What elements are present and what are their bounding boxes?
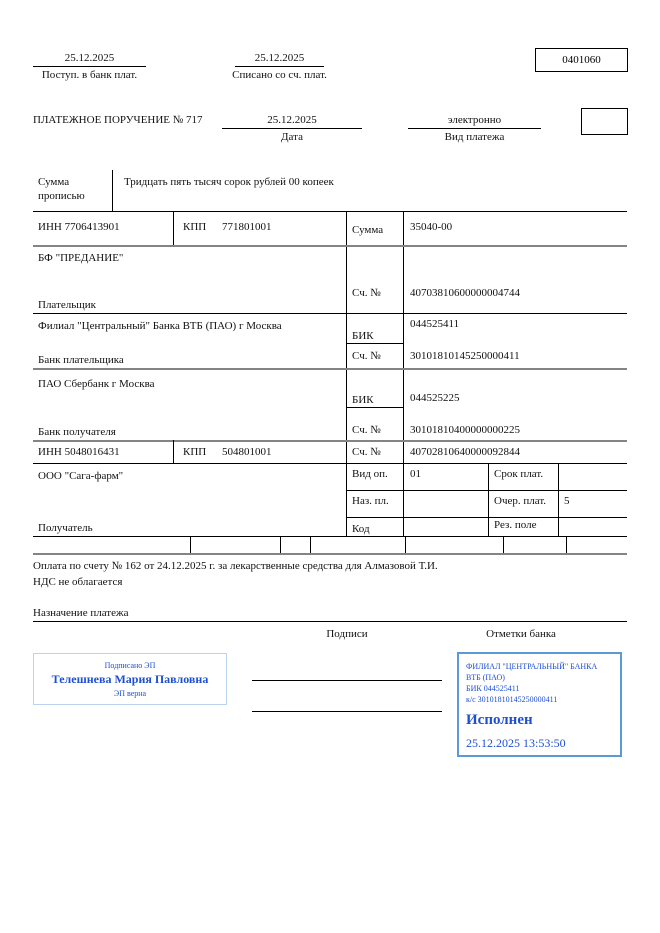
signature-line [252, 680, 442, 681]
grid-line [503, 536, 504, 553]
grid-line [488, 463, 489, 536]
grid-line [280, 536, 281, 553]
grid-line [33, 463, 627, 464]
grid-line [173, 440, 174, 463]
payer-account: 40703810600000004744 [410, 287, 520, 299]
grid-line [566, 536, 567, 553]
beneficiary-bank-account-label: Сч. № [352, 424, 381, 436]
form-code: 0401060 [562, 54, 601, 66]
grid-line [33, 368, 627, 370]
debited-date: 25.12.2025 [254, 52, 305, 64]
purpose-code-label: Наз. пл. [352, 495, 389, 507]
amount-words-label: Сумма [38, 176, 70, 188]
signature-stamp [33, 653, 227, 705]
beneficiary-bank-bik: 044525225 [410, 392, 460, 404]
bank-marks-label: Отметки банка [486, 628, 556, 640]
grid-line [558, 463, 559, 536]
grid-line [33, 621, 627, 622]
beneficiary-label: Получатель [38, 522, 93, 534]
bank-stamp-name-line2: ВТБ (ПАО) [466, 673, 505, 682]
sum-label: Сумма [352, 224, 384, 236]
payment-kind-label: Вид платежа [444, 131, 505, 143]
bank-stamp-bik: БИК 044525411 [466, 684, 520, 693]
doc-date: 25.12.2025 [267, 114, 317, 126]
purpose-line1: Оплата по счету № 162 от 24.12.2025 г. за лекарственные средства для Алмазовой Т.И. [33, 560, 438, 572]
signed-by-label: Подписано ЭП [104, 660, 156, 670]
payer-bank-name: Филиал "Центральный" Банка ВТБ (ПАО) г Москва [38, 320, 282, 332]
purpose-label: Назначение платежа [33, 607, 129, 619]
payer-label: Плательщик [38, 299, 96, 311]
grid-line [112, 170, 113, 211]
reserve-field-label: Рез. поле [494, 519, 537, 531]
grid-line [33, 66, 146, 67]
grid-line [190, 536, 191, 553]
purpose-line2: НДС не облагается [33, 576, 123, 588]
due-date-label: Срок плат. [494, 468, 544, 480]
beneficiary-bank-account: 30101810400000000225 [410, 424, 520, 436]
op-kind-label: Вид оп. [352, 468, 388, 480]
payer-bank-bik: 044525411 [410, 318, 460, 330]
bank-stamp-timestamp: 25.12.2025 13:53:50 [466, 736, 566, 750]
grid-line [346, 407, 403, 408]
beneficiary-account-label: Сч. № [352, 446, 381, 458]
grid-line [403, 211, 404, 536]
signatures-label: Подписи [326, 628, 368, 640]
beneficiary-name: ООО "Сага-фарм" [38, 470, 124, 482]
grid-line [33, 245, 627, 247]
grid-line [408, 128, 541, 129]
grid-line [346, 517, 627, 518]
op-kind-value: 01 [410, 468, 421, 480]
received-date: 25.12.2025 [64, 52, 115, 64]
payer-bank-account: 30101810145250000411 [410, 350, 520, 362]
status-box [581, 108, 628, 135]
grid-line [33, 440, 627, 442]
bank-stamp-name-line1: ФИЛИАЛ "ЦЕНТРАЛЬНЫЙ" БАНКА [466, 662, 598, 671]
payment-kind: электронно [447, 114, 502, 126]
code-label: Код [352, 523, 370, 535]
beneficiary-account: 40702810640000092844 [410, 446, 520, 458]
priority-value: 5 [564, 495, 570, 507]
beneficiary-inn: ИНН 5048016431 [38, 446, 120, 458]
beneficiary-kpp-label: КПП [183, 446, 207, 458]
sum-value: 35040-00 [410, 221, 453, 233]
grid-line [33, 313, 627, 314]
grid-line [346, 490, 627, 491]
payer-inn: ИНН 7706413901 [38, 221, 120, 233]
grid-line [173, 211, 174, 246]
grid-line [222, 128, 362, 129]
doc-date-label: Дата [281, 131, 303, 143]
payer-bank-account-label: Сч. № [352, 350, 381, 362]
grid-line [235, 66, 324, 67]
payer-name: БФ "ПРЕДАНИЕ" [38, 252, 124, 264]
payer-kpp-label: КПП [183, 221, 207, 233]
beneficiary-bank-label: Банк получателя [38, 426, 116, 438]
signature-valid-label: ЭП верна [113, 688, 147, 698]
grid-line [33, 211, 627, 212]
amount-words-label2: прописью [38, 190, 85, 202]
payer-account-label: Сч. № [352, 287, 381, 299]
bank-stamp-corr-account: к/с 30101810145250000411 [466, 695, 558, 704]
bank-stamp-status: Исполнен [466, 712, 533, 728]
grid-line [310, 536, 311, 553]
payer-kpp: 771801001 [222, 221, 272, 233]
amount-in-words: Тридцать пять тысяч сорок рублей 00 копеек [124, 176, 334, 188]
bank-stamp [457, 652, 622, 757]
grid-line [33, 536, 627, 537]
payer-bank-bik-label: БИК [352, 330, 374, 342]
beneficiary-bank-bik-label: БИК [352, 394, 374, 406]
signature-line [252, 711, 442, 712]
received-label: Поступ. в банк плат. [41, 69, 138, 81]
beneficiary-kpp: 504801001 [222, 446, 272, 458]
payer-bank-label: Банк плательщика [38, 354, 124, 366]
priority-label: Очер. плат. [494, 495, 547, 507]
signer-name: Телешнева Мария Павловна [51, 671, 209, 686]
form-code-box [535, 48, 628, 72]
grid-line [346, 343, 403, 344]
beneficiary-bank-name: ПАО Сбербанк г Москва [38, 378, 155, 390]
debited-label: Списано со сч. плат. [232, 69, 327, 81]
doc-title: ПЛАТЕЖНОЕ ПОРУЧЕНИЕ № 717 [33, 114, 203, 126]
grid-line [405, 536, 406, 553]
grid-line [346, 211, 347, 536]
grid-line [33, 553, 627, 555]
